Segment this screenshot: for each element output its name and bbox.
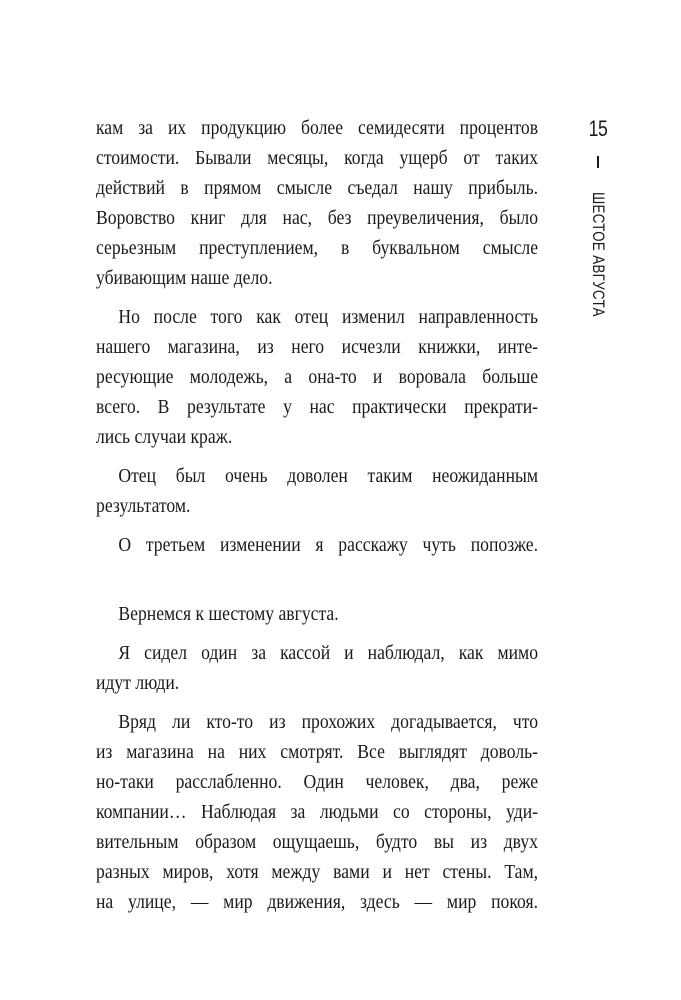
text-line: но-таки расслабленно. Один человек, два, реже	[96, 771, 539, 793]
running-head	[578, 116, 618, 180]
text-line: идут люди.	[96, 672, 180, 694]
text-line: ресующие молодежь, а она-то и воровала больше	[96, 366, 539, 388]
paragraph	[96, 599, 538, 629]
paragraph	[96, 707, 538, 917]
text-line: Я сидел один за кассой и наблюдал, как мимо	[118, 642, 539, 664]
paragraph	[96, 302, 538, 452]
text-line: Отец был очень доволен таким неожиданным	[118, 465, 539, 487]
text-line: разных миров, хотя между вами и нет стены. Там,	[96, 861, 539, 883]
running-head-divider	[597, 156, 599, 168]
paragraph	[96, 113, 538, 293]
text-line: компании… Наблюдая за людьми со стороны, уди-	[96, 801, 539, 823]
text-line: Воровство книг для нас, без преувеличения, было	[96, 207, 539, 229]
text-line: результатом.	[96, 495, 191, 517]
text-line: убивающим наше дело.	[96, 267, 273, 289]
text-line: нашего магазина, из него исчезли книжки, инте-	[96, 336, 539, 358]
text-line: всего. В результате у нас практически прекрати-	[96, 396, 539, 418]
text-line: из магазина на них смотрят. Все выглядят доволь-	[96, 741, 539, 763]
text-line: стоимости. Бывали месяцы, когда ущерб от таких	[96, 147, 539, 169]
text-line: на улице, — мир движения, здесь — мир покоя.	[96, 891, 539, 913]
chapter-title: ШЕСТОЕ АВГУСТА	[589, 192, 608, 317]
text-line: Но после того как отец изменил направленность	[118, 306, 539, 328]
text-line: Вряд ли кто-то из прохожих догадывается, что	[118, 711, 539, 733]
text-line: действий в прямом смысле съедал нашу прибыль.	[96, 177, 539, 199]
text-line: серьезным преступлением, в буквальном смысле	[96, 237, 539, 259]
text-line: кам за их продукцию более семидесяти процентов	[96, 117, 539, 139]
body-text	[96, 113, 538, 917]
text-line: лись случаи краж.	[96, 426, 233, 448]
text-line: вительным образом ощущаешь, будто вы из двух	[96, 831, 539, 853]
text-line: Вернемся к шестому августа.	[118, 603, 339, 625]
page-number: 15	[588, 116, 608, 141]
paragraph	[96, 638, 538, 698]
paragraph	[96, 530, 538, 560]
text-line: О третьем изменении я расскажу чуть попозже.	[118, 534, 539, 556]
paragraph	[96, 461, 538, 521]
